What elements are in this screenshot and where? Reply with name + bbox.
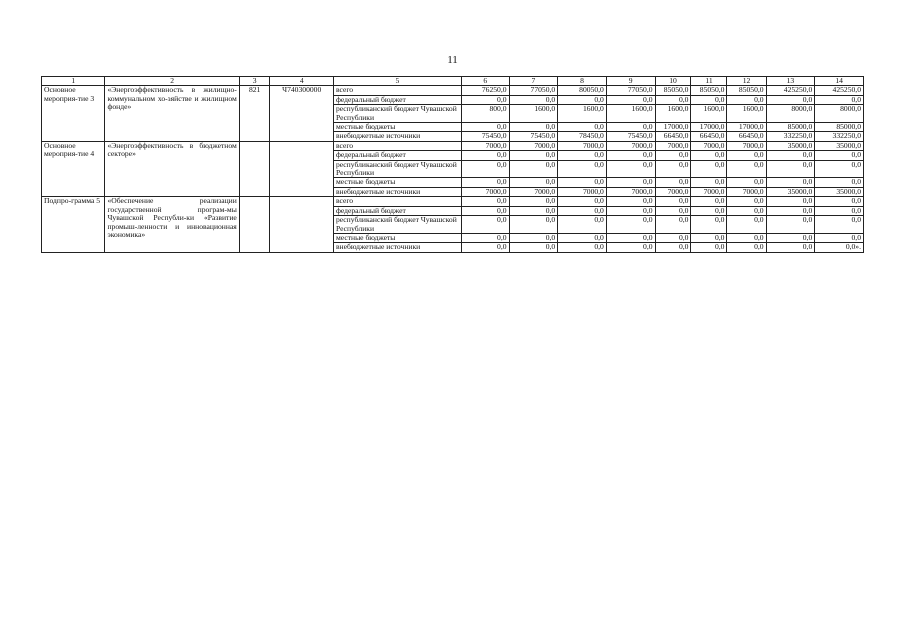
amount-cell: 7000,0 — [558, 141, 607, 150]
amount-cell: 0,0 — [606, 243, 655, 252]
amount-cell: 0,0 — [461, 197, 509, 206]
column-number-9: 9 — [606, 77, 655, 86]
funding-source-cell: местные бюджеты — [333, 178, 461, 187]
amount-cell: 0,0 — [727, 95, 766, 104]
amount-cell: 0,0 — [558, 178, 607, 187]
amount-cell: 0,0 — [461, 233, 509, 242]
amount-cell: 0,0 — [727, 178, 766, 187]
amount-cell: 7000,0 — [727, 141, 766, 150]
column-number-6: 6 — [461, 77, 509, 86]
funding-source-cell: всего — [333, 86, 461, 95]
amount-cell: 0,0 — [606, 151, 655, 160]
amount-cell: 0,0 — [691, 233, 727, 242]
amount-cell: 66450,0 — [655, 132, 691, 141]
amount-cell: 0,0 — [815, 197, 864, 206]
table-row — [42, 197, 864, 206]
amount-cell: 17000,0 — [655, 123, 691, 132]
funding-source-cell: всего — [333, 141, 461, 150]
program-code-cell: Подпро-грамма 5 — [42, 197, 105, 252]
amount-cell: 0,0 — [691, 216, 727, 234]
amount-cell: 0,0 — [655, 151, 691, 160]
amount-cell: 0,0 — [815, 233, 864, 242]
amount-cell: 0,0 — [815, 95, 864, 104]
amount-cell: 0,0 — [606, 233, 655, 242]
amount-cell: 332250,0 — [766, 132, 815, 141]
funding-source-cell: республиканский бюджет Чувашской Республики — [333, 160, 461, 178]
amount-cell: 1600,0 — [691, 105, 727, 123]
amount-cell: 7000,0 — [655, 187, 691, 196]
amount-cell: 7000,0 — [691, 187, 727, 196]
program-title-cell: «Обеспечение реализации государственной програм-мы Чувашской Республи-ки «Развитие промыш-ленности и инновационная экономика» — [105, 197, 239, 252]
amount-cell: 0,0 — [691, 197, 727, 206]
amount-cell: 0,0 — [766, 151, 815, 160]
amount-cell: 0,0 — [461, 160, 509, 178]
amount-cell: 0,0 — [461, 123, 509, 132]
amount-cell: 0,0 — [509, 123, 558, 132]
amount-cell: 7000,0 — [691, 141, 727, 150]
amount-cell: 0,0 — [461, 243, 509, 252]
amount-cell: 0,0 — [558, 160, 607, 178]
amount-cell: 35000,0 — [766, 141, 815, 150]
amount-cell: 1600,0 — [509, 105, 558, 123]
amount-cell: 0,0 — [461, 216, 509, 234]
amount-cell: 77050,0 — [509, 86, 558, 95]
amount-cell: 0,0 — [815, 160, 864, 178]
amount-cell: 332250,0 — [815, 132, 864, 141]
budget-table — [41, 76, 864, 253]
funding-source-cell: федеральный бюджет — [333, 206, 461, 215]
funding-source-cell: местные бюджеты — [333, 233, 461, 242]
amount-cell: 0,0 — [606, 206, 655, 215]
amount-cell: 0,0 — [509, 206, 558, 215]
amount-cell: 75450,0 — [509, 132, 558, 141]
amount-cell: 800,0 — [461, 105, 509, 123]
amount-cell: 0,0 — [727, 216, 766, 234]
amount-cell: 425250,0 — [815, 86, 864, 95]
funding-source-cell: всего — [333, 197, 461, 206]
amount-cell: 7000,0 — [606, 187, 655, 196]
amount-cell: 75450,0 — [606, 132, 655, 141]
amount-cell: 0,0 — [655, 216, 691, 234]
amount-cell: 0,0 — [655, 160, 691, 178]
column-number-7: 7 — [509, 77, 558, 86]
amount-cell: 0,0 — [727, 160, 766, 178]
amount-cell: 1600,0 — [655, 105, 691, 123]
amount-cell: 0,0 — [461, 206, 509, 215]
amount-cell: 0,0 — [558, 95, 607, 104]
amount-cell: 0,0 — [727, 243, 766, 252]
amount-cell: 77050,0 — [606, 86, 655, 95]
amount-cell: 0,0 — [815, 206, 864, 215]
amount-cell: 0,0 — [461, 178, 509, 187]
amount-cell: 0,0 — [558, 123, 607, 132]
page-number: 11 — [447, 54, 458, 66]
amount-cell: 0,0 — [509, 243, 558, 252]
table-row — [42, 141, 864, 150]
column-number-2: 2 — [105, 77, 239, 86]
amount-cell: 66450,0 — [727, 132, 766, 141]
amount-cell: 75450,0 — [461, 132, 509, 141]
column-number-3: 3 — [239, 77, 270, 86]
budget-classification-cell: Ч740300000 — [270, 86, 333, 141]
amount-cell: 35000,0 — [815, 187, 864, 196]
amount-cell: 78450,0 — [558, 132, 607, 141]
amount-cell: 0,0 — [727, 197, 766, 206]
amount-cell: 0,0 — [766, 95, 815, 104]
amount-cell: 0,0 — [691, 160, 727, 178]
amount-cell: 0,0 — [558, 216, 607, 234]
amount-cell: 0,0 — [558, 243, 607, 252]
amount-cell: 0,0 — [655, 243, 691, 252]
amount-cell: 0,0 — [606, 197, 655, 206]
amount-cell: 0,0 — [655, 95, 691, 104]
amount-cell: 0,0 — [766, 160, 815, 178]
amount-cell: 7000,0 — [727, 187, 766, 196]
budget-classification-cell — [270, 197, 333, 252]
amount-cell: 0,0 — [461, 151, 509, 160]
amount-cell: 0,0 — [727, 233, 766, 242]
column-number-14: 14 — [815, 77, 864, 86]
amount-cell: 0,0 — [509, 95, 558, 104]
amount-cell: 0,0 — [509, 216, 558, 234]
amount-cell: 1600,0 — [558, 105, 607, 123]
column-number-row — [42, 77, 864, 86]
amount-cell: 80050,0 — [558, 86, 607, 95]
amount-cell: 0,0 — [606, 123, 655, 132]
column-number-1: 1 — [42, 77, 105, 86]
budget-classification-cell — [270, 141, 333, 196]
amount-cell: 7000,0 — [461, 141, 509, 150]
amount-cell: 8000,0 — [815, 105, 864, 123]
amount-cell: 0,0 — [815, 178, 864, 187]
amount-cell: 0,0 — [766, 243, 815, 252]
amount-cell: 0,0 — [691, 243, 727, 252]
amount-cell: 0,0 — [509, 151, 558, 160]
funding-source-cell: федеральный бюджет — [333, 151, 461, 160]
administrator-code-cell — [239, 141, 270, 196]
amount-cell: 0,0 — [558, 197, 607, 206]
column-number-12: 12 — [727, 77, 766, 86]
amount-cell: 0,0 — [509, 160, 558, 178]
amount-cell: 85050,0 — [691, 86, 727, 95]
column-number-11: 11 — [691, 77, 727, 86]
amount-cell: 7000,0 — [509, 187, 558, 196]
amount-cell: 7000,0 — [509, 141, 558, 150]
funding-source-cell: внебюджетные источники — [333, 132, 461, 141]
column-number-8: 8 — [558, 77, 607, 86]
amount-cell: 17000,0 — [727, 123, 766, 132]
funding-source-cell: республиканский бюджет Чувашской Республики — [333, 216, 461, 234]
program-code-cell: Основное мероприя-тие 3 — [42, 86, 105, 141]
amount-cell: 0,0 — [606, 216, 655, 234]
program-title-cell: «Энергоэффективность в бюджетном секторе» — [105, 141, 239, 196]
amount-cell: 0,0 — [766, 216, 815, 234]
amount-cell: 0,0 — [509, 197, 558, 206]
amount-cell: 0,0 — [558, 206, 607, 215]
amount-cell: 0,0 — [691, 178, 727, 187]
amount-cell: 7000,0 — [558, 187, 607, 196]
amount-cell: 0,0 — [509, 233, 558, 242]
administrator-code-cell: 821 — [239, 86, 270, 141]
column-number-4: 4 — [270, 77, 333, 86]
amount-cell: 85000,0 — [766, 123, 815, 132]
amount-cell: 0,0 — [691, 151, 727, 160]
amount-cell: 17000,0 — [691, 123, 727, 132]
amount-cell: 0,0 — [766, 178, 815, 187]
amount-cell: 0,0 — [815, 216, 864, 234]
amount-cell: 35000,0 — [766, 187, 815, 196]
amount-cell: 0,0 — [727, 151, 766, 160]
amount-cell: 7000,0 — [461, 187, 509, 196]
amount-cell: 0,0 — [606, 95, 655, 104]
program-code-cell: Основное мероприя-тие 4 — [42, 141, 105, 196]
funding-source-cell: местные бюджеты — [333, 123, 461, 132]
amount-cell: 7000,0 — [655, 141, 691, 150]
amount-cell: 0,0 — [691, 206, 727, 215]
amount-cell: 425250,0 — [766, 86, 815, 95]
amount-cell: 0,0 — [509, 178, 558, 187]
amount-cell: 0,0 — [727, 206, 766, 215]
amount-cell: 0,0 — [655, 206, 691, 215]
amount-cell: 8000,0 — [766, 105, 815, 123]
amount-cell: 0,0 — [558, 151, 607, 160]
amount-cell: 85000,0 — [815, 123, 864, 132]
amount-cell: 0,0». — [815, 243, 864, 252]
column-number-10: 10 — [655, 77, 691, 86]
amount-cell: 0,0 — [606, 160, 655, 178]
amount-cell: 0,0 — [815, 151, 864, 160]
amount-cell: 66450,0 — [691, 132, 727, 141]
amount-cell: 0,0 — [606, 178, 655, 187]
funding-source-cell: республиканский бюджет Чувашской Республики — [333, 105, 461, 123]
amount-cell: 0,0 — [655, 178, 691, 187]
table-row — [42, 86, 864, 95]
funding-source-cell: внебюджетные источники — [333, 187, 461, 196]
funding-source-cell: внебюджетные источники — [333, 243, 461, 252]
column-number-5: 5 — [333, 77, 461, 86]
amount-cell: 0,0 — [461, 95, 509, 104]
amount-cell: 0,0 — [766, 206, 815, 215]
amount-cell: 0,0 — [766, 233, 815, 242]
amount-cell: 0,0 — [691, 95, 727, 104]
column-number-13: 13 — [766, 77, 815, 86]
amount-cell: 85050,0 — [655, 86, 691, 95]
amount-cell: 35000,0 — [815, 141, 864, 150]
funding-source-cell: федеральный бюджет — [333, 95, 461, 104]
amount-cell: 85050,0 — [727, 86, 766, 95]
program-title-cell: «Энергоэффективность в жилищно-коммунальном хо-зяйстве и жилищном фонде» — [105, 86, 239, 141]
amount-cell: 0,0 — [558, 233, 607, 242]
amount-cell: 76250,0 — [461, 86, 509, 95]
amount-cell: 0,0 — [766, 197, 815, 206]
administrator-code-cell — [239, 197, 270, 252]
amount-cell: 0,0 — [655, 233, 691, 242]
amount-cell: 7000,0 — [606, 141, 655, 150]
amount-cell: 1600,0 — [727, 105, 766, 123]
amount-cell: 1600,0 — [606, 105, 655, 123]
amount-cell: 0,0 — [655, 197, 691, 206]
